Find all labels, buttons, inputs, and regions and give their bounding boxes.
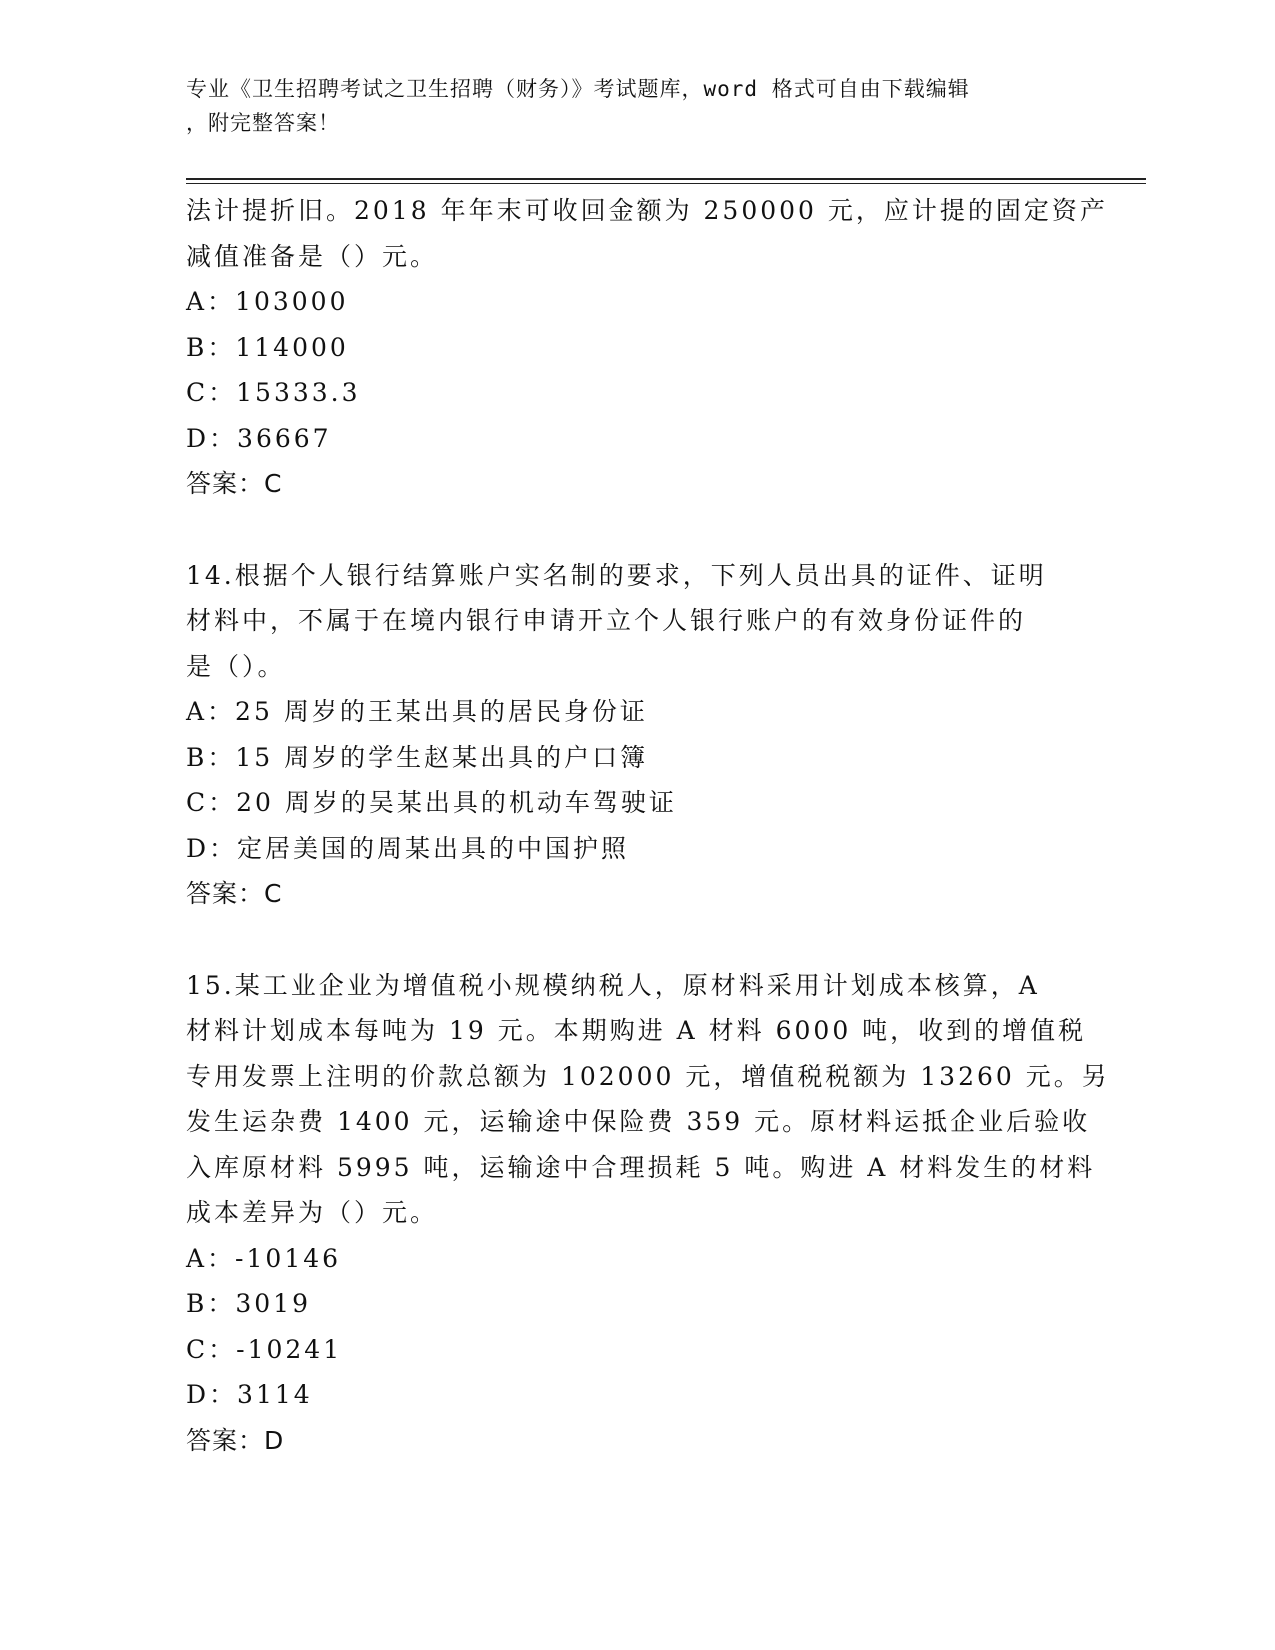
- question-stem-line: 14.根据个人银行结算账户实名制的要求，下列人员出具的证件、证明: [186, 560, 1047, 590]
- option-c: C：-10241: [186, 1334, 343, 1364]
- question-stem-line: 是（）。: [186, 651, 286, 681]
- question-stem-line: 发生运杂费 1400 元，运输途中保险费 359 元。原材料运抵企业后验收: [186, 1107, 1091, 1136]
- answer-line: 答案：D: [186, 1425, 285, 1455]
- option-b: B：3019: [186, 1289, 311, 1318]
- header-line-1: 专业《卫生招聘考试之卫生招聘（财务）》考试题库，word 格式可自由下载编辑: [186, 77, 970, 101]
- question-stem-line: 成本差异为（）元。: [186, 1198, 439, 1227]
- option-a: A：25 周岁的王某出具的居民身份证: [186, 697, 648, 726]
- spacer: [186, 507, 1086, 553]
- question-stem-line: 材料中，不属于在境内银行申请开立个人银行账户的有效身份证件的: [186, 606, 1027, 635]
- option-b: B：15 周岁的学生赵某出具的户口簿: [186, 742, 649, 772]
- option-d: D：定居美国的周某出具的中国护照: [186, 833, 630, 863]
- answer-line: 答案：C: [186, 879, 283, 908]
- question-13: [186, 188, 1108, 507]
- header-divider-thick: [186, 178, 1146, 180]
- option-d: D：36667: [186, 423, 332, 453]
- header-line-2: ，附完整答案！: [186, 111, 340, 135]
- option-c: C：15333.3: [186, 378, 361, 407]
- document-header: [186, 72, 1086, 140]
- option-b: B：114000: [186, 332, 349, 362]
- question-stem-line: 15.某工业企业为增值税小规模纳税人，原材料采用计划成本核算，A: [186, 970, 1040, 1000]
- option-a: A：-10146: [186, 1243, 342, 1273]
- question-stem-line: 专用发票上注明的价款总额为 102000 元，增值税税额为 13260 元。另: [186, 1061, 1110, 1091]
- question-15: [186, 963, 1110, 1464]
- header-divider-thin: [186, 183, 1146, 184]
- option-a: A：103000: [186, 287, 349, 316]
- question-list: [186, 188, 1110, 1463]
- option-d: D：3114: [186, 1380, 313, 1409]
- question-stem-line: 法计提折旧。2018 年年末可收回金额为 250000 元，应计提的固定资产: [186, 196, 1108, 225]
- spacer: [186, 917, 1086, 963]
- question-14: [186, 553, 1086, 917]
- question-stem-line: 减值准备是（）元。: [186, 241, 439, 271]
- answer-line: 答案：C: [186, 469, 283, 498]
- question-stem-line: 入库原材料 5995 吨，运输途中合理损耗 5 吨。购进 A 材料发生的材料: [186, 1152, 1096, 1182]
- question-stem-line: 材料计划成本每吨为 19 元。本期购进 A 材料 6000 吨，收到的增值税: [186, 1016, 1087, 1045]
- option-c: C：20 周岁的吴某出具的机动车驾驶证: [186, 788, 677, 817]
